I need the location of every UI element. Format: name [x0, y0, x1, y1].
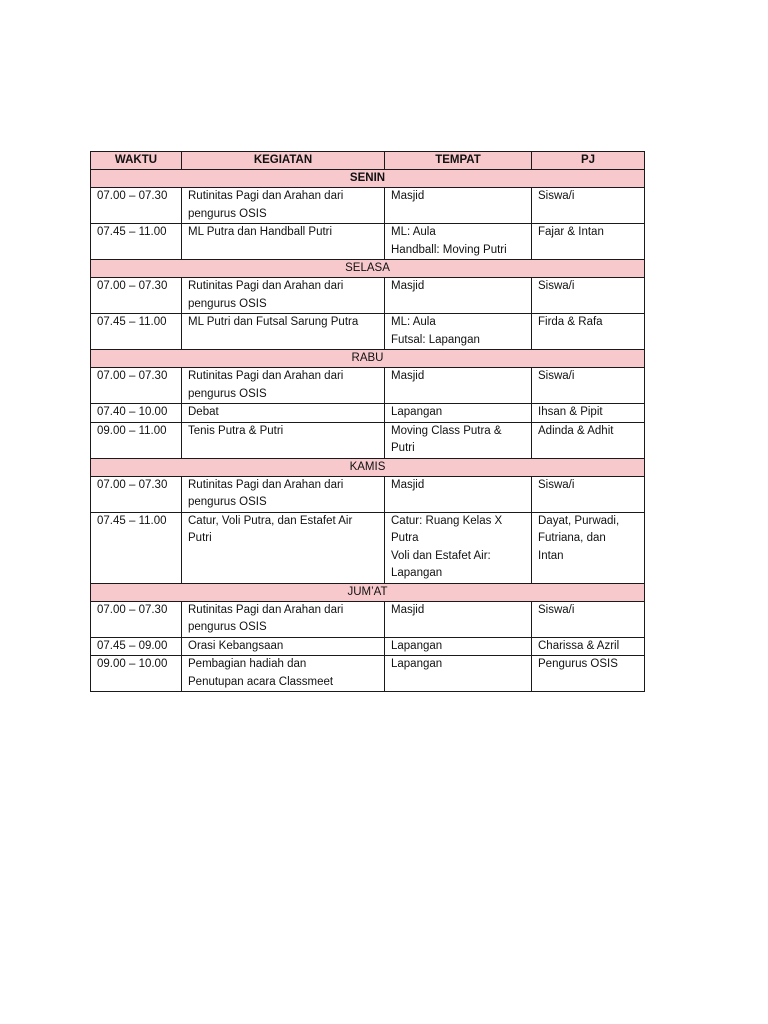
pj-cell — [532, 512, 645, 583]
place-line: Voli dan Estafet Air: — [391, 549, 491, 562]
activity-line: pengurus OSIS — [188, 496, 267, 508]
activity-cell — [182, 601, 385, 637]
pj-cell — [532, 476, 645, 512]
time-cell: 09.00 – 10.00 — [91, 656, 182, 692]
activity-line: Rutinitas Pagi dan Arahan dari — [188, 478, 344, 491]
activity-cell — [182, 188, 385, 224]
pj-line: Ihsan & Pipit — [538, 406, 603, 418]
place-line: Masjid — [391, 190, 425, 202]
table-row — [91, 512, 645, 583]
table-row — [91, 278, 645, 314]
pj-line: Dayat, Purwadi, — [538, 514, 620, 527]
time-cell: 07.00 – 07.30 — [91, 188, 182, 224]
activity-cell — [182, 278, 385, 314]
activity-line: Putri — [188, 532, 212, 544]
activity-line: Tenis Putra & Putri — [188, 424, 284, 437]
time-cell: 07.00 – 07.30 — [91, 601, 182, 637]
time-cell: 07.40 – 10.00 — [91, 404, 182, 423]
schedule-body — [91, 170, 645, 692]
pj-cell — [532, 314, 645, 350]
place-cell — [385, 404, 532, 423]
activity-cell — [182, 404, 385, 423]
time-cell: 07.45 – 11.00 — [91, 224, 182, 260]
pj-line: Intan — [538, 549, 564, 562]
pj-line: Siswa/i — [538, 280, 575, 292]
pj-cell — [532, 422, 645, 458]
activity-line: pengurus OSIS — [188, 387, 267, 400]
pj-line: Charissa & Azril — [538, 639, 620, 652]
pj-line: Fajar & Intan — [538, 226, 604, 238]
pj-cell — [532, 368, 645, 404]
activity-line: Orasi Kebangsaan — [188, 639, 284, 652]
table-row — [91, 224, 645, 260]
time-cell: 07.45 – 11.00 — [91, 512, 182, 583]
activity-line: Debat — [188, 406, 219, 418]
table-row — [91, 601, 645, 637]
place-cell — [385, 476, 532, 512]
place-line: Masjid — [391, 370, 425, 382]
activity-cell — [182, 656, 385, 692]
place-line: ML: Aula — [391, 316, 436, 328]
day-label: RABU — [91, 350, 645, 368]
time-cell: 07.45 – 11.00 — [91, 314, 182, 350]
pj-cell — [532, 601, 645, 637]
place-cell — [385, 278, 532, 314]
place-line: Lapangan — [391, 639, 443, 652]
activity-cell — [182, 422, 385, 458]
pj-cell — [532, 656, 645, 692]
place-cell — [385, 601, 532, 637]
activity-line: Catur, Voli Putra, dan Estafet Air — [188, 514, 353, 527]
time-cell: 07.45 – 09.00 — [91, 637, 182, 656]
place-cell — [385, 224, 532, 260]
day-row — [91, 260, 645, 278]
activity-line: Rutinitas Pagi dan Arahan dari — [188, 190, 344, 202]
place-line: Putri — [391, 442, 415, 454]
activity-line: Pembagian hadiah dan — [188, 658, 307, 670]
place-line: Lapangan — [391, 406, 443, 418]
place-line: ML: Aula — [391, 226, 436, 238]
pj-cell — [532, 404, 645, 423]
table-row — [91, 422, 645, 458]
activity-line: Penutupan acara Classmeet — [188, 675, 334, 688]
pj-line: Futriana, dan — [538, 532, 606, 544]
place-line: Masjid — [391, 603, 425, 616]
pj-line: Firda & Rafa — [538, 316, 603, 328]
activity-cell — [182, 512, 385, 583]
pj-cell — [532, 278, 645, 314]
table-row — [91, 637, 645, 656]
activity-line: pengurus OSIS — [188, 621, 267, 633]
day-label: SENIN — [91, 170, 645, 188]
activity-line: ML Putra dan Handball Putri — [188, 226, 333, 238]
activity-line: Rutinitas Pagi dan Arahan dari — [188, 370, 344, 382]
day-label: KAMIS — [91, 458, 645, 476]
place-line: Masjid — [391, 280, 425, 292]
activity-cell — [182, 476, 385, 512]
header-pj: PJ — [532, 152, 645, 170]
activity-line: Rutinitas Pagi dan Arahan dari — [188, 280, 344, 292]
table-row — [91, 368, 645, 404]
place-cell — [385, 512, 532, 583]
place-line: Handball: Moving Putri — [391, 243, 507, 256]
table-row — [91, 656, 645, 692]
place-line: Catur: Ruang Kelas X — [391, 514, 503, 527]
day-label: SELASA — [91, 260, 645, 278]
table-row — [91, 188, 645, 224]
place-line: Moving Class Putra & — [391, 424, 502, 437]
schedule-table — [90, 151, 645, 692]
place-cell — [385, 188, 532, 224]
pj-cell — [532, 188, 645, 224]
place-line: Futsal: Lapangan — [391, 333, 480, 346]
day-label: JUM’AT — [91, 583, 645, 601]
activity-cell — [182, 314, 385, 350]
activity-line: ML Putri dan Futsal Sarung Putra — [188, 316, 359, 328]
time-cell: 09.00 – 11.00 — [91, 422, 182, 458]
activity-line: pengurus OSIS — [188, 207, 267, 220]
pj-cell — [532, 224, 645, 260]
activity-cell — [182, 368, 385, 404]
pj-line: Siswa/i — [538, 370, 575, 382]
place-line: Lapangan — [391, 567, 443, 579]
place-cell — [385, 368, 532, 404]
pj-line: Siswa/i — [538, 478, 575, 491]
day-row — [91, 583, 645, 601]
header-kegiatan: KEGIATAN — [182, 152, 385, 170]
time-cell: 07.00 – 07.30 — [91, 278, 182, 314]
day-row — [91, 170, 645, 188]
activity-line: Rutinitas Pagi dan Arahan dari — [188, 603, 344, 616]
pj-line: Pengurus OSIS — [538, 658, 618, 670]
table-row — [91, 476, 645, 512]
table-row — [91, 314, 645, 350]
pj-line: Siswa/i — [538, 190, 575, 202]
place-line: Masjid — [391, 478, 425, 491]
place-cell — [385, 656, 532, 692]
header-waktu: WAKTU — [91, 152, 182, 170]
table-row — [91, 404, 645, 423]
place-cell — [385, 314, 532, 350]
time-cell: 07.00 – 07.30 — [91, 476, 182, 512]
day-row — [91, 458, 645, 476]
day-row — [91, 350, 645, 368]
activity-line: pengurus OSIS — [188, 297, 267, 310]
activity-cell — [182, 224, 385, 260]
time-cell: 07.00 – 07.30 — [91, 368, 182, 404]
place-line: Putra — [391, 532, 419, 544]
place-line: Lapangan — [391, 658, 443, 670]
header-tempat: TEMPAT — [385, 152, 532, 170]
activity-cell — [182, 637, 385, 656]
pj-line: Adinda & Adhit — [538, 424, 614, 437]
pj-line: Siswa/i — [538, 603, 575, 616]
header-row — [91, 152, 645, 170]
pj-cell — [532, 637, 645, 656]
place-cell — [385, 422, 532, 458]
place-cell — [385, 637, 532, 656]
